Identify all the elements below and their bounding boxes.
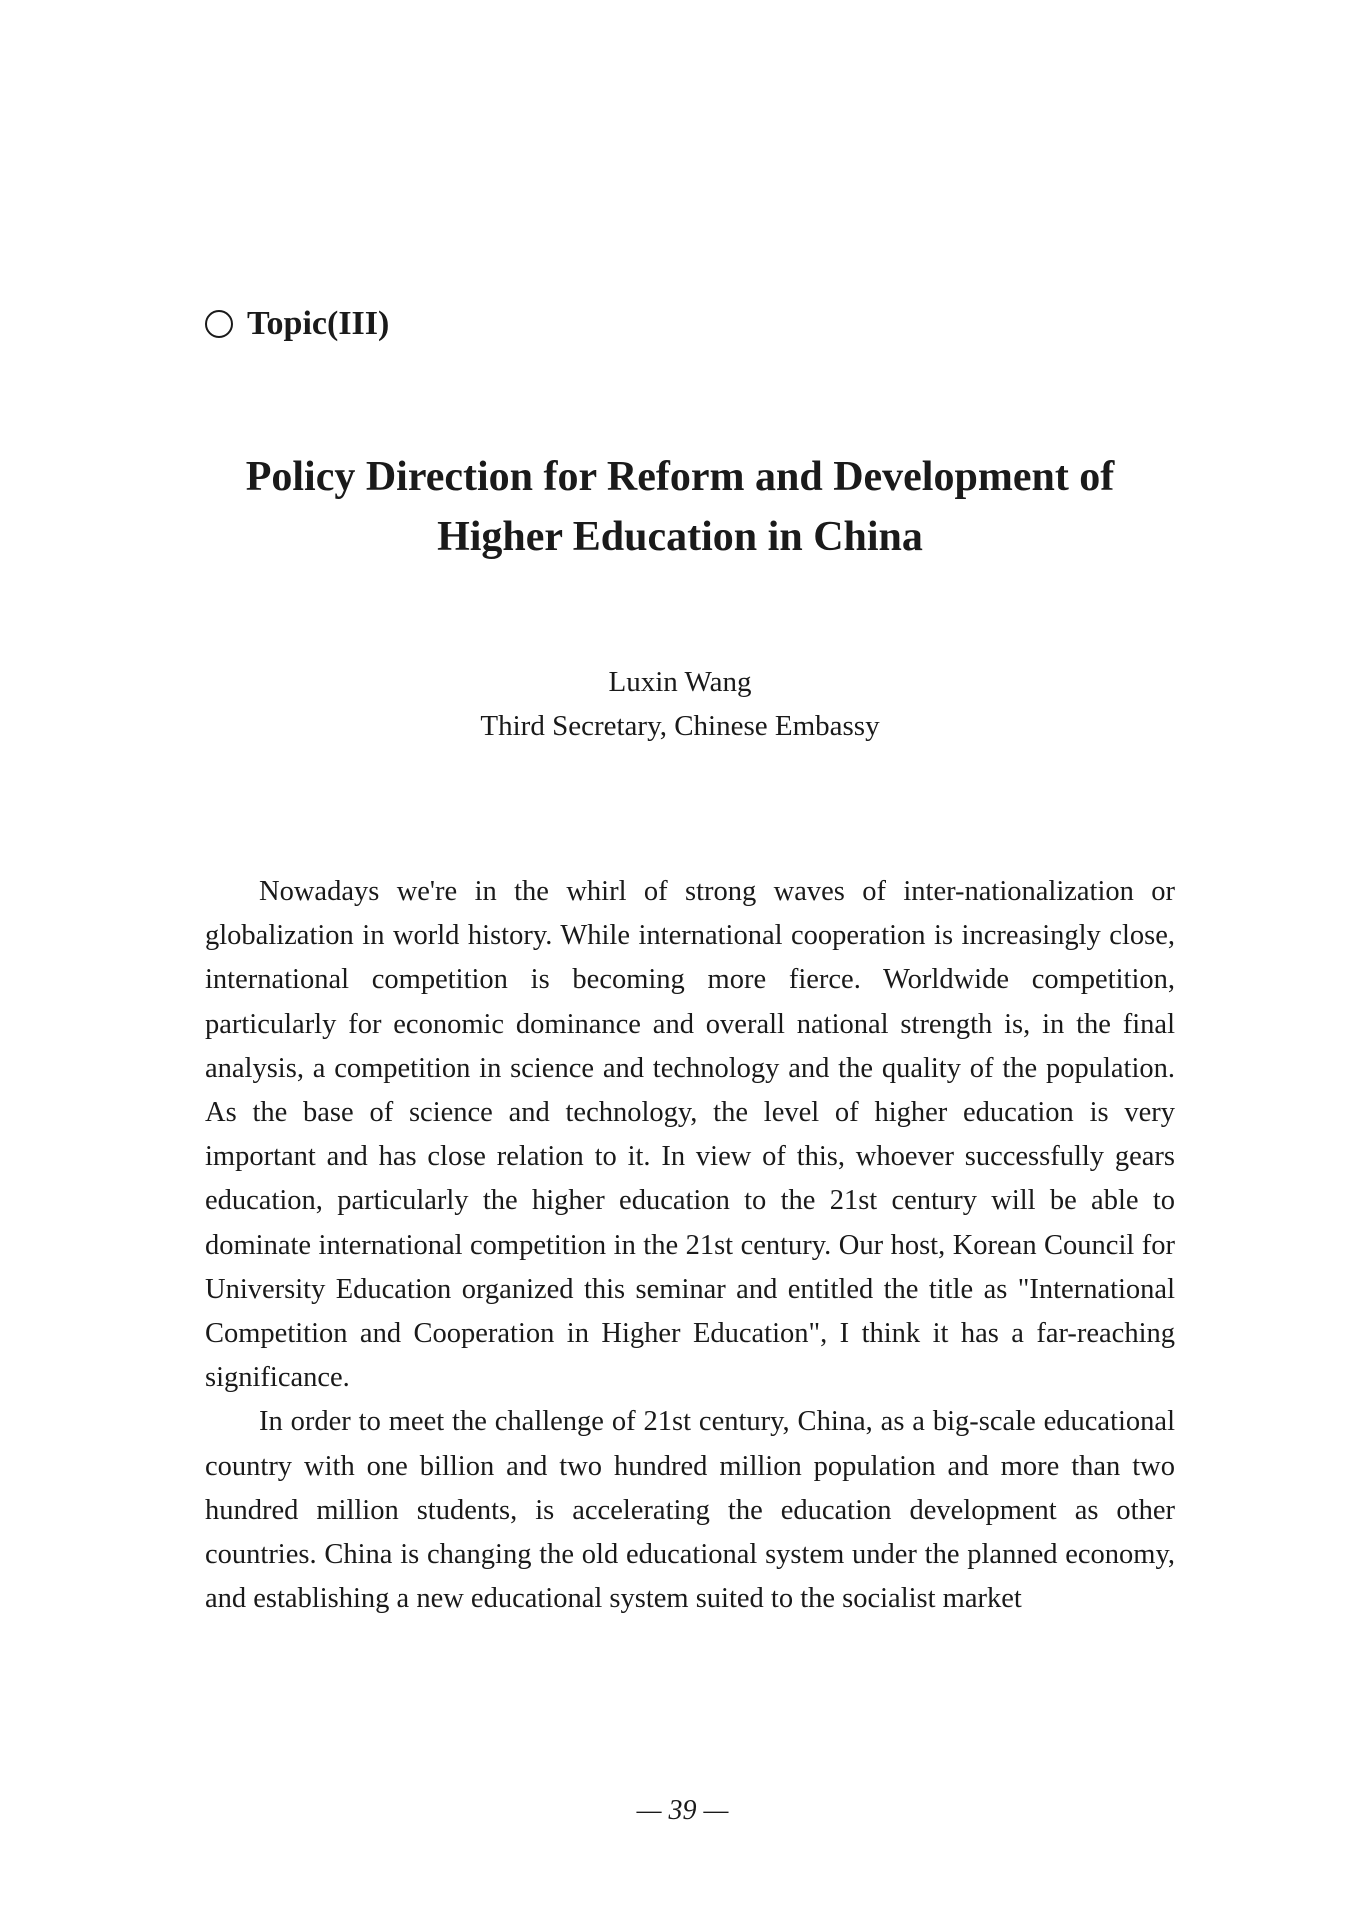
circle-bullet-icon	[205, 310, 233, 338]
page-number: — 39 —	[636, 1795, 729, 1826]
body-text	[205, 870, 1175, 1621]
author-affiliation: Third Secretary, Chinese Embassy	[480, 710, 880, 742]
paragraph: In order to meet the challenge of 21st century, China, as a big-scale educational country with one billion and two hundred million population and more than two hundred million students, is accelerating the education development as other countries. China is changing the old educational system under the planned economy, and establishing a new educational system suited to the socialist market	[205, 1406, 1175, 1615]
title-line-1: Policy Direction for Reform and Development of	[245, 454, 1115, 500]
paragraph: Nowadays we're in the whirl of strong waves of inter-nationalization or globalization in world history. While international cooperation is increasingly close, international competition is becoming more fierce. Worldwide competition, particularly for economic dominance and overall national strength is, in the final analysis, a competition in science and technology and the quality of the population. As the base of science and technology, the level of higher education is very important and has close relation to it. In view of this, whoever successfully gears education, particularly the higher education to the 21st century will be able to dominate international competition in the 21st century. Our host, Korean Council for University Education organized this seminar and entitled the title as "International Competition and Cooperation in Higher Education", I think it has a far-reaching significance.	[205, 876, 1175, 1394]
author-name: Luxin Wang	[608, 666, 752, 698]
title-line-2: Higher Education in China	[437, 514, 923, 560]
topic-heading	[205, 305, 389, 343]
author-block	[180, 660, 1180, 748]
document-title	[180, 447, 1180, 567]
topic-label: Topic(III)	[247, 305, 390, 342]
